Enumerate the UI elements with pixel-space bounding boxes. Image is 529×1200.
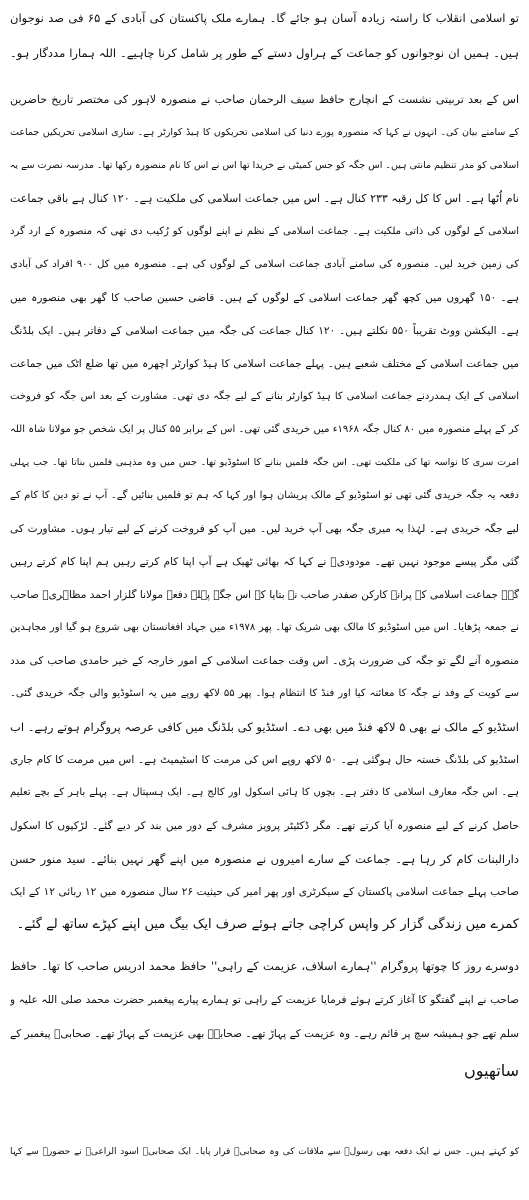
text-line: گئی مگر پیسے موجود نہیں تھے۔ مودودیؒ نے کہا کہ بھائی ٹھیک ہے آپ اپنا کام کرتے رہیں ہم اپنا کام کرتے رہیں	[10, 556, 519, 568]
text-line: ہے۔ اس جگہ معارف اسلامی کا دفتر ہے۔ بچوں کا ہائی اسکول اور کالج ہے۔ ایک ہسپتال ہے۔ پہلے باہر کے بچے تعلیم	[10, 787, 519, 798]
text-line: تو اسلامی انقلاب کا راستہ زیادہ آسان ہو جائے گا۔ ہمارے ملک پاکستان کی آبادی کے ۶۵ فی صد نوجوان	[10, 11, 519, 25]
text-line: نے جمعہ پڑھایا۔ اس میں اسٹوڈیو کا مالک بھی شریک تھا۔ پھر ۱۹۷۸ء میں جہاد افغانستان بھی شروع ہو گیا اور مجاہدین	[10, 622, 519, 633]
text-line: کر کے پہلے منصورہ میں ۸۰ کنال جگہ ۱۹۶۸ء میں خریدی گئی تھی۔ اس کے برابر ۵۵ کنال پر ایک شخص جو مولانا شاہ اللہ	[10, 424, 519, 435]
text-line: ہیں۔ ہمیں ان نوجوانوں کو جماعت کے ہراول دستے کے طور پر شامل کرنا چاہیے۔ اللہ ہمارا مددگار ہو۔	[10, 46, 519, 60]
text-line: کمرے میں زندگی گزار کر واپس کراچی جاتے ہوئے صرف ایک بیگ میں اپنے کپڑے ساتھ لے گئے۔	[16, 917, 519, 932]
text-line: اسلامی کے ایک ہمدردنے جماعت اسلامی کا ہیڈ کوارٹر بنانے کے لیے جگہ دی تھی۔ مشاورت کے بعد اس جگہ کو فروخت	[10, 391, 519, 402]
text-line: میں جماعت اسلامی کے مختلف شعبے ہیں۔ پہلے جماعت اسلامی کا ہیڈ کوارٹر اچھرہ میں تھا ضلع اٹک میں جماعت	[10, 358, 519, 370]
text-line: صاحب پہلے جماعت اسلامی پاکستان کے سیکرٹری اور پھر امیر کی حیثیت ۲۶ سال منصورہ میں ۱۲ ربائی ۱۲ کے ایک	[10, 886, 519, 898]
text-line: دفعہ یہ جگہ خریدی گئی تھی تو اسٹوڈیو کے مالک پریشان ہوا اور کہا کہ ہم تو فلمیں بنائیں گے۔ آپ نے تو دین کا کام کے	[10, 490, 519, 501]
text-line: اس کے بعد تربیتی نشست کے انچارج حافظ سیف الرحمان صاحب نے منصورہ لاہور کی مختصر تاریخ حاضرین	[10, 93, 519, 106]
text-line: کی زمین خرید لیں۔ منصورہ کی سامنے آبادی جماعت اسلامی کے لوگوں کی ہے۔ منصورہ میں کل ۹۰۰ افراد کی آبادی	[10, 259, 519, 270]
text-line: دوسرے روز کا چوتھا پروگرام ''ہمارے اسلاف، عزیمت کے راہی'' حافظ محمد ادریس صاحب کا تھا۔ حافظ	[10, 959, 519, 973]
text-line: لیے جگہ خریدی ہے۔ لہٰذا یہ میری جگہ بھی آپ خرید لیں۔ میں آپ کو فروخت کرنے کے لیے تیار ہوں۔ مشاورت کی	[10, 523, 519, 535]
text-line: کو کہتے ہیں۔ جس نے ایک دفعہ بھی رسولؐ سے ملاقات کی وہ صحابیؓ قرار پایا۔ ایک صحابیؓ اسود الراعیؓ نے حضورؐ سے کہا	[10, 1147, 519, 1157]
text-line: ہے۔ ۱۵۰ گھروں میں کچھ گھر جماعت اسلامی کے لوگوں کے ہیں۔ قاضی حسین صاحب کا گھر بھی منصورہ میں	[10, 292, 519, 304]
text-line: دارالبنات کام کر رہا ہے۔ جماعت کے سارے امیروں نے منصورہ میں اپنے گھر نہیں بنائے۔ سید منور حسن	[10, 852, 519, 866]
text-line: اسلامی کے لوگوں کی ذاتی ملکیت ہے۔ جماعت اسلامی کے نظم نے اپنے لوگوں کو رُکیب دی تھی کہ منصورہ کے ارد گرد	[10, 226, 519, 237]
text-line: سلم تھے جو ہمیشہ سچ پر قائم رہے۔ وہ عزیمت کے پہاڑ تھے۔ صحابہؓ بھی عزیمت کے پہاڑ تھے۔ صحابیؓ پیغمبر کے	[10, 1028, 519, 1040]
text-line: صاحب نے اپنے گفتگو کا آغاز کرتے ہوئے فرمایا عزیمت کے راہی تو ہمارے پیارے پیغمبر حضرت محمد صلی اللہ علیہ و	[10, 994, 519, 1006]
text-line: نام اُٹھا ہے۔ اس کا کل رقبہ ۲۳۳ کنال ہے۔ اس میں جماعت اسلامی کی ملکیت ہے۔ ۱۲۰ کنال ہے باقی جماعت	[10, 192, 519, 205]
text-line: امرت سری کا نواسہ تھا کی ملکیت تھی۔ اس جگہ فلمیں بنانے کا اسٹوڈیو تھا۔ جس میں وہ مذہبی فلمیں بناتا تھا۔ جب پہلی	[10, 457, 519, 468]
text-line: ساتھیوں	[464, 1061, 519, 1080]
text-line: حاصل کرنے کے لیے منصورہ آیا کرتے تھے۔ مگر ڈکٹیٹر پرویز مشرف کے دور میں بند کر دیے گئے۔ لڑکیوں کا اسکول	[10, 820, 519, 832]
text-line: اسلامی کو مدر تنظیم مانتی ہیں۔ اس جگہ کو جس کمیٹی نے خریدا تھا اس نے اس کا نام منصورہ رکھا تھا۔ مدرسہ نصرت سے یہ	[10, 160, 519, 171]
text-line: منصورہ آنے لگے تو جگہ کی ضرورت پڑی۔ اس وقت جماعت اسلامی کے امور خارجہ کے خیر حامدی صاحب کی مدد	[10, 655, 519, 667]
text-line: سے کویت کے وفد نے جگہ کا معائنہ کیا اور فنڈ کا انتظام ہوا۔ پھر ۵۵ لاکھ روپے میں یہ اسٹوڈیو والی جگہ خریدی گئی۔	[10, 688, 519, 699]
text-line: ہے۔ الیکشن ووٹ تقریباً ۵۵۰ نکلتے ہیں۔ ۱۲۰ کنال جماعت کی جگہ میں جماعت اسلامی کے دفاتر ہیں۔ ایک بلڈنگ	[10, 325, 519, 337]
text-line: کے سامنے بیان کی۔ انہوں نے کہا کہ منصورہ پورے دنیا کی اسلامی تحریکوں کا ہیڈ کوارٹر ہے۔ ساری اسلامی تحریکیں جماعت	[10, 127, 519, 138]
text-line: اسٹڈیو کے مالک نے بھی ۵ لاکھ فنڈ میں بھی دے۔ اسٹڈیو کی بلڈنگ میں کافی عرصہ پروگرام ہوتے رہے۔ اب	[10, 720, 519, 734]
text-line: اسٹڈیو کی بلڈنگ خستہ حال ہوگئی ہے۔ ۵۰ لاکھ روپے اس کی مرمت کا اسٹیمیٹ ہے۔ اس میں مرمت کا کام جاری	[10, 754, 519, 766]
text-line: گے۔ جماعت اسلامی کے پرانے کارکن صفدر صاحب نے بتایا کہ اس جگہ پہلے دفعہ مولانا گلزار احمد مظاہریؒ صاحب	[10, 589, 519, 601]
